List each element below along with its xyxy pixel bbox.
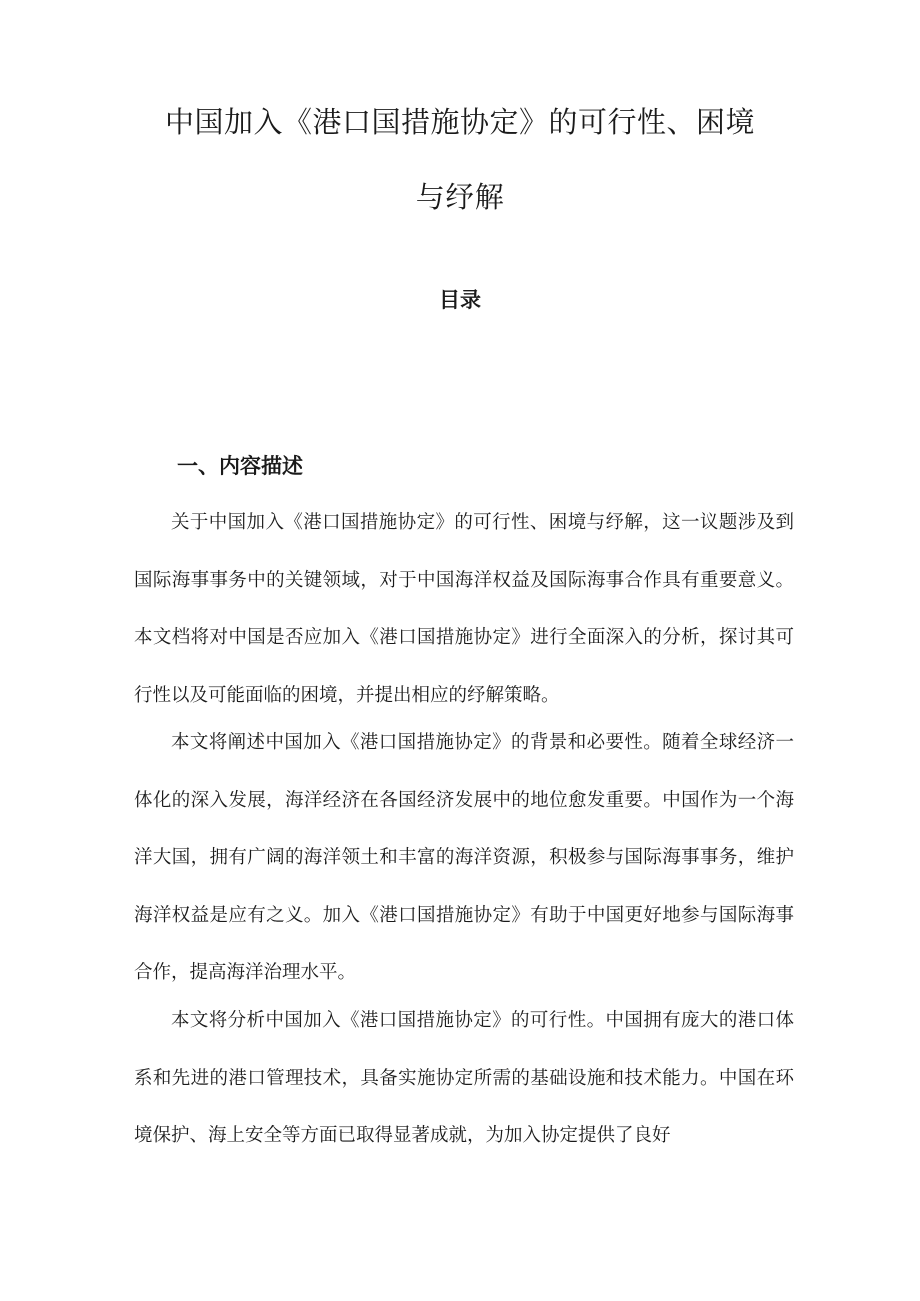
document-title-line-2: 与纾解: [415, 180, 505, 214]
section-heading: 一、内容描述: [177, 454, 303, 478]
body-paragraph-3: 本文将分析中国加入《港口国措施协定》的可行性。中国拥有庞大的港口体系和先进的港口管理技术，具备实施协定所需的基础设施和技术能力。中国在环境保护、海上安全等方面已取得显著成就，为加入协定提供了良好: [134, 1010, 794, 1146]
toc-heading: 目录: [439, 288, 481, 312]
body-paragraph-1: 关于中国加入《港口国措施协定》的可行性、困境与纾解，这一议题涉及到国际海事事务中的关键领域，对于中国海洋权益及国际海事合作具有重要意义。本文档将对中国是否应加入《港口国措施协定》进行全面深入的分析，探讨其可行性以及可能面临的困境，并提出相应的纾解策略。: [134, 512, 794, 706]
document-title-line-1: 中国加入《港口国措施协定》的可行性、困境: [164, 105, 755, 139]
body-paragraph-2: 本文将阐述中国加入《港口国措施协定》的背景和必要性。随着全球经济一体化的深入发展，海洋经济在各国经济发展中的地位愈发重要。中国作为一个海洋大国，拥有广阔的海洋领土和丰富的海洋资源，积极参与国际海事事务，维护海洋权益是应有之义。加入《港口国措施协定》有助于中国更好地参与国际海事合作，提高海洋治理水平。: [134, 732, 794, 983]
